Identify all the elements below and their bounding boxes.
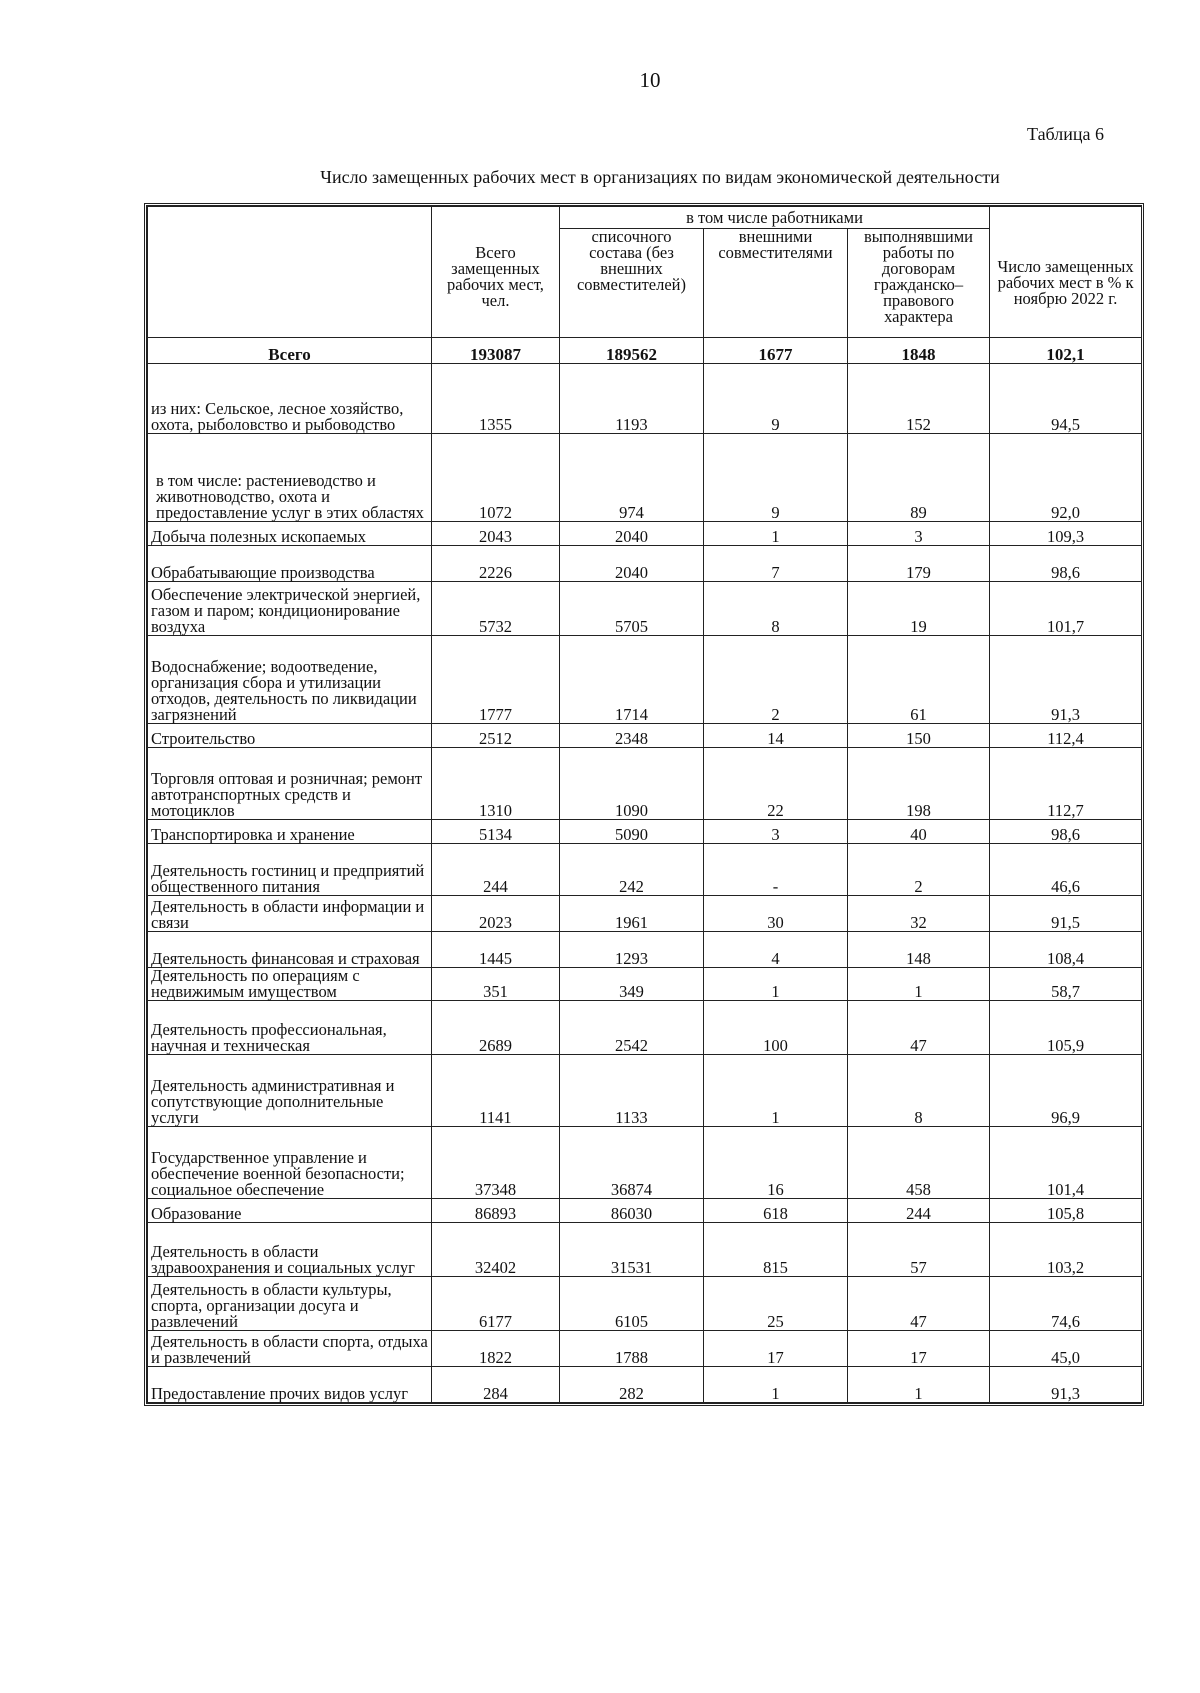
table-caption: Число замещенных рабочих мест в организациях по видам экономической деятельности xyxy=(320,167,1000,187)
row-label: Деятельность в области спорта, отдыха и развлечений xyxy=(148,1331,432,1367)
cell-percent: 91,3 xyxy=(990,1367,1142,1403)
cell-list: 36874 xyxy=(560,1127,704,1199)
table-row xyxy=(148,1367,1142,1403)
cell-contract: 244 xyxy=(848,1199,990,1223)
employment-table xyxy=(147,206,1142,1403)
cell-contract: 1848 xyxy=(848,338,990,364)
cell-contract: 3 xyxy=(848,522,990,546)
table-row xyxy=(148,1127,1142,1199)
row-label: Обеспечение электрической энергией, газом и паром; кондиционирование воздуха xyxy=(148,582,432,636)
cell-total: 5134 xyxy=(432,820,560,844)
cell-percent: 105,9 xyxy=(990,1001,1142,1055)
cell-external: 618 xyxy=(704,1199,848,1223)
row-label: из них: Сельское, лесное хозяйство, охота, рыболовство и рыбоводство xyxy=(148,364,432,434)
cell-percent: 91,3 xyxy=(990,636,1142,724)
cell-total: 32402 xyxy=(432,1223,560,1277)
cell-list: 242 xyxy=(560,844,704,896)
row-label: Добыча полезных ископаемых xyxy=(148,522,432,546)
cell-percent: 101,7 xyxy=(990,582,1142,636)
cell-external: 14 xyxy=(704,724,848,748)
table-frame xyxy=(144,203,1144,1406)
header-percent: Число замещенных рабочих мест в % к ноябрю 2022 г. xyxy=(990,207,1142,338)
cell-total: 2689 xyxy=(432,1001,560,1055)
table-row xyxy=(148,364,1142,434)
cell-external: 4 xyxy=(704,932,848,968)
cell-list: 5090 xyxy=(560,820,704,844)
cell-total: 1777 xyxy=(432,636,560,724)
cell-contract: 47 xyxy=(848,1277,990,1331)
cell-external: 815 xyxy=(704,1223,848,1277)
table-row xyxy=(148,582,1142,636)
cell-list: 86030 xyxy=(560,1199,704,1223)
cell-total: 2226 xyxy=(432,546,560,582)
table-row xyxy=(148,1001,1142,1055)
cell-total: 1355 xyxy=(432,364,560,434)
table-body xyxy=(148,338,1142,1403)
cell-list: 6105 xyxy=(560,1277,704,1331)
cell-contract: 152 xyxy=(848,364,990,434)
row-label: Водоснабжение; водоотведение, организация сбора и утилизации отходов, деятельность по ликвидации загрязнений xyxy=(148,636,432,724)
cell-percent: 101,4 xyxy=(990,1127,1142,1199)
cell-percent: 45,0 xyxy=(990,1331,1142,1367)
row-label: Торговля оптовая и розничная; ремонт автотранспортных средств и мотоциклов xyxy=(148,748,432,820)
cell-total: 1072 xyxy=(432,434,560,522)
cell-contract: 1 xyxy=(848,1367,990,1403)
cell-total: 2023 xyxy=(432,896,560,932)
cell-percent: 102,1 xyxy=(990,338,1142,364)
cell-total: 37348 xyxy=(432,1127,560,1199)
cell-list: 1293 xyxy=(560,932,704,968)
table-row xyxy=(148,844,1142,896)
cell-total: 2512 xyxy=(432,724,560,748)
cell-external: 1 xyxy=(704,1367,848,1403)
table-row xyxy=(148,748,1142,820)
table-row xyxy=(148,522,1142,546)
cell-list: 2348 xyxy=(560,724,704,748)
cell-external: 22 xyxy=(704,748,848,820)
cell-list: 2040 xyxy=(560,546,704,582)
header-contract: выполнявшими работы по договорам гражданско–правового характера xyxy=(848,229,990,338)
cell-total: 1310 xyxy=(432,748,560,820)
cell-percent: 94,5 xyxy=(990,364,1142,434)
cell-external: 3 xyxy=(704,820,848,844)
cell-list: 974 xyxy=(560,434,704,522)
cell-list: 5705 xyxy=(560,582,704,636)
row-label: Деятельность административная и сопутствующие дополнительные услуги xyxy=(148,1055,432,1127)
cell-contract: 2 xyxy=(848,844,990,896)
cell-external: 8 xyxy=(704,582,848,636)
row-label: Транспортировка и хранение xyxy=(148,820,432,844)
cell-list: 349 xyxy=(560,968,704,1001)
cell-contract: 179 xyxy=(848,546,990,582)
cell-external: 30 xyxy=(704,896,848,932)
cell-total: 1141 xyxy=(432,1055,560,1127)
cell-list: 1133 xyxy=(560,1055,704,1127)
cell-contract: 8 xyxy=(848,1055,990,1127)
cell-percent: 74,6 xyxy=(990,1277,1142,1331)
table-row xyxy=(148,1223,1142,1277)
cell-total: 1445 xyxy=(432,932,560,968)
cell-external: 1 xyxy=(704,1055,848,1127)
cell-total: 86893 xyxy=(432,1199,560,1223)
cell-percent: 96,9 xyxy=(990,1055,1142,1127)
cell-list: 1788 xyxy=(560,1331,704,1367)
cell-percent: 92,0 xyxy=(990,434,1142,522)
header-list: списочного состава (без внешних совместителей) xyxy=(560,229,704,338)
cell-external: 9 xyxy=(704,364,848,434)
row-label: Государственное управление и обеспечение военной безопасности; социальное обеспечение xyxy=(148,1127,432,1199)
cell-percent: 91,5 xyxy=(990,896,1142,932)
cell-percent: 112,7 xyxy=(990,748,1142,820)
cell-total: 244 xyxy=(432,844,560,896)
header-external: внешними совместителями xyxy=(704,229,848,338)
table-label: Таблица 6 xyxy=(1027,124,1104,144)
row-label: Деятельность в области информации и связи xyxy=(148,896,432,932)
row-label: Деятельность профессиональная, научная и техническая xyxy=(148,1001,432,1055)
header-blank xyxy=(148,207,432,338)
cell-list: 2542 xyxy=(560,1001,704,1055)
cell-percent: 98,6 xyxy=(990,546,1142,582)
cell-contract: 198 xyxy=(848,748,990,820)
cell-contract: 61 xyxy=(848,636,990,724)
cell-contract: 17 xyxy=(848,1331,990,1367)
row-label: Предоставление прочих видов услуг xyxy=(148,1367,432,1403)
cell-external: 9 xyxy=(704,434,848,522)
header-total: Всего замещенных рабочих мест, чел. xyxy=(432,207,560,338)
table-row xyxy=(148,724,1142,748)
cell-list: 1090 xyxy=(560,748,704,820)
cell-total: 5732 xyxy=(432,582,560,636)
row-label: Строительство xyxy=(148,724,432,748)
cell-total: 6177 xyxy=(432,1277,560,1331)
row-label: Образование xyxy=(148,1199,432,1223)
row-label: в том числе: растениеводство и животноводство, охота и предоставление услуг в этих областях xyxy=(148,434,432,522)
cell-percent: 46,6 xyxy=(990,844,1142,896)
cell-list: 2040 xyxy=(560,522,704,546)
table-row xyxy=(148,1055,1142,1127)
cell-contract: 458 xyxy=(848,1127,990,1199)
row-label: Деятельность в области здравоохранения и социальных услуг xyxy=(148,1223,432,1277)
cell-contract: 57 xyxy=(848,1223,990,1277)
cell-contract: 1 xyxy=(848,968,990,1001)
table-row xyxy=(148,932,1142,968)
row-label: Деятельность по операциям с недвижимым имуществом xyxy=(148,968,432,1001)
table-row xyxy=(148,1331,1142,1367)
cell-external: 1 xyxy=(704,522,848,546)
cell-percent: 112,4 xyxy=(990,724,1142,748)
cell-contract: 40 xyxy=(848,820,990,844)
row-label: Всего xyxy=(148,338,432,364)
cell-total: 1822 xyxy=(432,1331,560,1367)
table-row xyxy=(148,820,1142,844)
cell-contract: 89 xyxy=(848,434,990,522)
cell-list: 31531 xyxy=(560,1223,704,1277)
cell-list: 189562 xyxy=(560,338,704,364)
page-number: 10 xyxy=(639,68,661,92)
table-row xyxy=(148,1199,1142,1223)
table-row xyxy=(148,968,1142,1001)
cell-contract: 148 xyxy=(848,932,990,968)
cell-list: 1193 xyxy=(560,364,704,434)
cell-contract: 19 xyxy=(848,582,990,636)
header-group: в том числе работниками xyxy=(560,207,990,229)
cell-total: 284 xyxy=(432,1367,560,1403)
cell-total: 193087 xyxy=(432,338,560,364)
cell-contract: 32 xyxy=(848,896,990,932)
cell-total: 2043 xyxy=(432,522,560,546)
cell-external: 17 xyxy=(704,1331,848,1367)
table-row xyxy=(148,1277,1142,1331)
table-row xyxy=(148,434,1142,522)
cell-external: - xyxy=(704,844,848,896)
table-row xyxy=(148,636,1142,724)
cell-external: 1677 xyxy=(704,338,848,364)
cell-external: 100 xyxy=(704,1001,848,1055)
cell-external: 16 xyxy=(704,1127,848,1199)
cell-total: 351 xyxy=(432,968,560,1001)
cell-external: 1 xyxy=(704,968,848,1001)
table-row-total xyxy=(148,338,1142,364)
cell-list: 1714 xyxy=(560,636,704,724)
cell-contract: 47 xyxy=(848,1001,990,1055)
cell-percent: 103,2 xyxy=(990,1223,1142,1277)
row-label: Обрабатывающие производства xyxy=(148,546,432,582)
cell-contract: 150 xyxy=(848,724,990,748)
cell-percent: 58,7 xyxy=(990,968,1142,1001)
cell-external: 2 xyxy=(704,636,848,724)
cell-list: 282 xyxy=(560,1367,704,1403)
cell-external: 25 xyxy=(704,1277,848,1331)
cell-percent: 108,4 xyxy=(990,932,1142,968)
cell-percent: 109,3 xyxy=(990,522,1142,546)
row-label: Деятельность гостиниц и предприятий общественного питания xyxy=(148,844,432,896)
row-label: Деятельность в области культуры, спорта, организации досуга и развлечений xyxy=(148,1277,432,1331)
cell-percent: 98,6 xyxy=(990,820,1142,844)
table-row xyxy=(148,896,1142,932)
cell-list: 1961 xyxy=(560,896,704,932)
cell-percent: 105,8 xyxy=(990,1199,1142,1223)
table-row xyxy=(148,546,1142,582)
cell-external: 7 xyxy=(704,546,848,582)
row-label: Деятельность финансовая и страховая xyxy=(148,932,432,968)
